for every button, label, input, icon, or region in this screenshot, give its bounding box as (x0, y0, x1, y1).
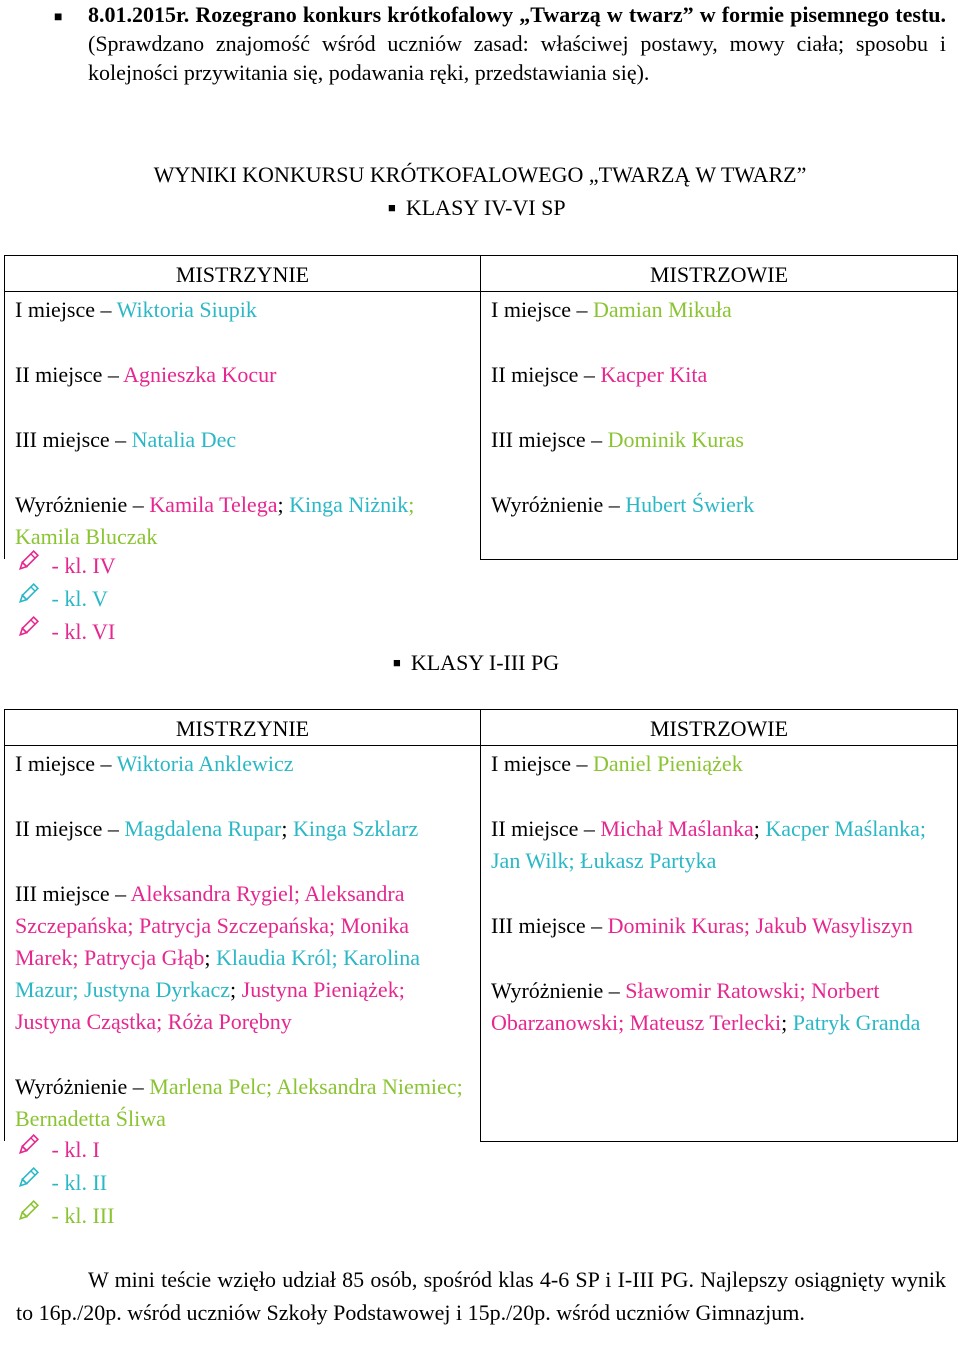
bullet-square-icon: ■ (393, 655, 401, 670)
place-label: II miejsce – (15, 816, 125, 841)
winner-names: Hubert Świerk (625, 492, 755, 517)
result-entry (491, 910, 947, 942)
winner-names: Patryk Granda (792, 1010, 921, 1035)
result-entry (15, 748, 470, 780)
section-sp-heading (388, 193, 566, 223)
place-label: II miejsce – (491, 362, 601, 387)
winner-names: Aleksandra Rygiel; Aleksandra Szczepańska; Patrycja Szczepańska; Monika Marek; Patrycja Głąb (15, 881, 410, 970)
result-entry (491, 489, 947, 521)
legend-label: - kl. VI (46, 619, 116, 644)
place-label: I miejsce – (491, 297, 594, 322)
legend-label: - kl. III (46, 1203, 115, 1228)
bullet-square-icon: ■ (388, 200, 396, 215)
legend-label: - kl. IV (46, 553, 116, 578)
result-entry (491, 359, 947, 391)
section-pg-label: KLASY I-III PG (410, 650, 560, 675)
winner-names: Kacper Maślanka; Jan Wilk; Łukasz Partyka (491, 816, 926, 873)
winner-names: Marlena Pelc; Aleksandra Niemiec; Bernadetta Śliwa (15, 1074, 463, 1131)
pencil-icon (16, 1133, 44, 1166)
result-entry (15, 813, 470, 845)
section-pg-heading (393, 648, 559, 678)
winner-names: ; (277, 492, 290, 517)
winner-names: Agnieszka Kocur (123, 362, 277, 387)
winner-names: ; (281, 816, 293, 841)
result-entry (491, 813, 947, 877)
place-label: Wyróżnienie – (491, 492, 626, 517)
place-label: I miejsce – (15, 297, 117, 322)
pencil-icon (16, 582, 44, 615)
winner-names: Kamila Telega (149, 492, 278, 517)
legend-item (16, 1133, 114, 1166)
winner-names: Sławomir Ratowski; Norbert Obarzanowski; Mateusz Terlecki (491, 978, 880, 1035)
place-label: III miejsce – (15, 427, 132, 452)
winner-names: Wiktoria Anklewicz (116, 751, 294, 776)
result-entry (491, 294, 947, 326)
winner-names: Magdalena Rupar (124, 816, 282, 841)
winner-names: Natalia Dec (131, 427, 237, 452)
intro-rest-text: (Sprawdzano znajomość wśród uczniów zasad: właściwej postawy, mowy ciała; sposobu i kolejności przywitania się, podawania ręki, przedstawiania się). (88, 31, 946, 85)
place-label: III miejsce – (491, 913, 608, 938)
girls-header: MISTRZYNIE (5, 256, 481, 292)
result-entry (491, 975, 947, 1039)
boys-header: MISTRZOWIE (481, 256, 958, 292)
legend-label: - kl. II (46, 1170, 108, 1195)
winner-names: Kinga Niżnik (289, 492, 409, 517)
result-entry (15, 1071, 470, 1135)
winner-names: ; (204, 945, 216, 970)
winner-names: Michał Maślanka (600, 816, 754, 841)
legend-label: - kl. I (46, 1137, 100, 1162)
winner-names: Daniel Pieniążek (593, 751, 743, 776)
result-entry (15, 359, 470, 391)
bullet-square-icon: ■ (54, 10, 63, 25)
winner-names: Damian Mikuła (593, 297, 732, 322)
result-entry (15, 294, 470, 326)
place-label: III miejsce – (491, 427, 608, 452)
legend-label: - kl. V (46, 586, 108, 611)
place-label: I miejsce – (15, 751, 117, 776)
class-legend-sp (16, 549, 116, 648)
winner-names: ; (781, 1010, 793, 1035)
winner-names: Justyna Pieniążek; Justyna Cząstka; Róża Porębny (15, 977, 405, 1034)
place-label: II miejsce – (15, 362, 124, 387)
girls-header: MISTRZYNIE (5, 710, 481, 746)
place-label: I miejsce – (491, 751, 594, 776)
winner-names: Wiktoria Siupik (116, 297, 257, 322)
results-table-sp (4, 255, 958, 560)
results-table-pg (4, 709, 958, 1142)
place-label: Wyróżnienie – (15, 1074, 150, 1099)
winner-names: Klaudia Król; (216, 945, 344, 970)
boys-results (481, 292, 958, 560)
winner-names: Kacper Kita (600, 362, 708, 387)
winner-names: Dominik Kuras; Jakub Wasyliszyn (607, 913, 913, 938)
result-entry (15, 878, 470, 1038)
legend-item (16, 549, 116, 582)
result-entry (15, 489, 470, 553)
pencil-icon (16, 549, 44, 582)
boys-header: MISTRZOWIE (481, 710, 958, 746)
winner-names: ; (230, 977, 242, 1002)
legend-item (16, 1166, 114, 1199)
place-label: III miejsce – (15, 881, 131, 906)
page-title: WYNIKI KONKURSU KRÓTKOFALOWEGO „TWARZĄ W TWARZ” (153, 162, 807, 187)
result-entry (491, 748, 947, 780)
summary-paragraph: W mini teście wzięło udział 85 osób, spośród klas 4-6 SP i I-III PG. Najlepszy osiągnięty wynik to 16p./20p. wśród uczniów Szkoły Podstawowej i 15p./20p. wśród uczniów Gimnazjum. (16, 1267, 946, 1325)
legend-item (16, 582, 116, 615)
boys-results (481, 746, 958, 1142)
winner-names: Dominik Kuras (607, 427, 744, 452)
girls-results (5, 292, 481, 560)
winner-names: Kinga Szklarz (292, 816, 419, 841)
girls-results (5, 746, 481, 1142)
intro-date: 8.01.2015r. (88, 2, 190, 27)
pencil-icon (16, 1199, 44, 1232)
result-entry (15, 424, 470, 456)
winner-names: Karolina Mazur; Justyna Dyrkacz (15, 945, 421, 1002)
result-entry (491, 424, 947, 456)
pencil-icon (16, 1166, 44, 1199)
winner-names: ; (753, 816, 766, 841)
intro-bold-text: Rozegrano konkurs krótkofalowy „Twarzą w twarz” w formie pisemnego testu. (195, 2, 947, 27)
pencil-icon (16, 615, 44, 648)
legend-item (16, 1199, 114, 1232)
legend-item (16, 615, 116, 648)
place-label: Wyróżnienie – (15, 492, 150, 517)
class-legend-pg (16, 1133, 114, 1232)
intro-paragraph (54, 0, 947, 87)
winner-names: ; Kamila Bluczak (15, 492, 415, 549)
section-sp-label: KLASY IV-VI SP (405, 195, 566, 220)
place-label: Wyróżnienie – (491, 978, 626, 1003)
place-label: II miejsce – (491, 816, 601, 841)
